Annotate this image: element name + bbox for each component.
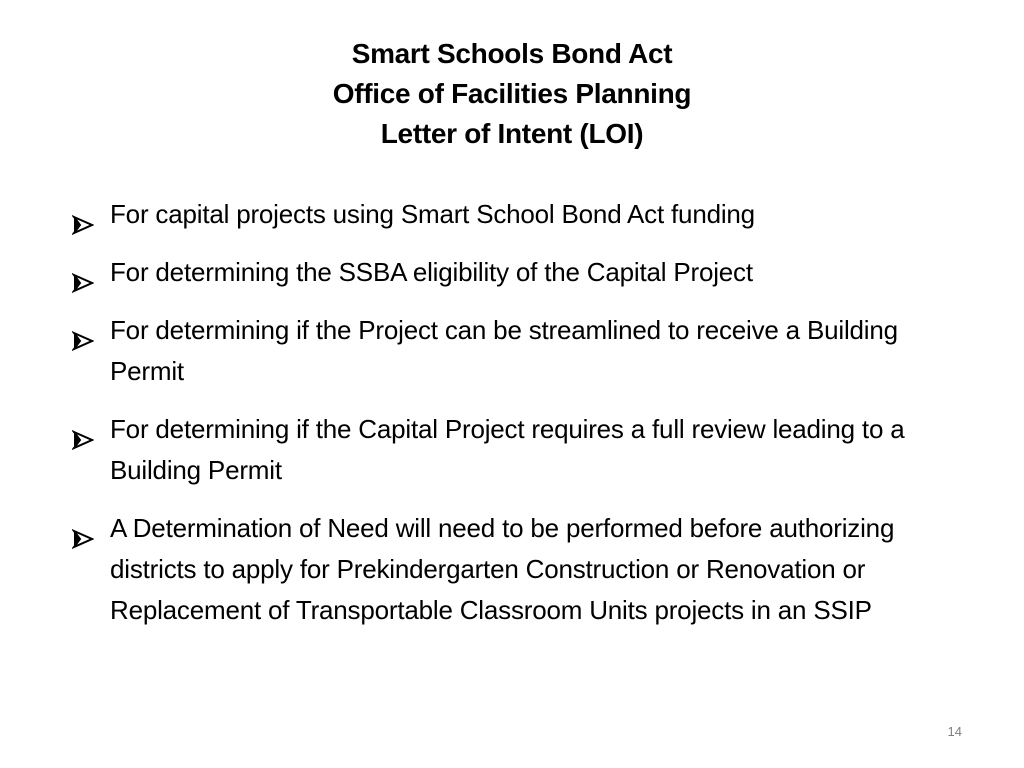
bullet-list — [72, 194, 972, 648]
bullet-item — [72, 252, 972, 293]
arrowhead-bullet-icon — [72, 264, 94, 284]
bullet-item — [72, 194, 972, 235]
bullet-item — [72, 310, 972, 392]
arrowhead-bullet-icon — [72, 421, 94, 441]
title-line: Office of Facilities Planning — [332, 78, 692, 109]
bullet-text: For determining the SSBA eligibility of the Capital Project — [110, 257, 753, 287]
bullet-item — [72, 409, 972, 491]
title-line: Smart Schools Bond Act — [351, 38, 673, 69]
page-number: 14 — [947, 724, 962, 739]
arrowhead-bullet-icon — [72, 520, 94, 540]
bullet-text: For capital projects using Smart School Bond Act funding — [110, 199, 755, 229]
bullet-text: For determining if the Project can be streamlined to receive a Building Permit — [110, 315, 898, 386]
arrowhead-bullet-icon — [72, 322, 94, 342]
bullet-text: A Determination of Need will need to be performed before authorizing districts to apply for Prekindergarten Construction or Renovation or Replacement of Transportable Classroom Units projects in an SSIP — [110, 513, 895, 625]
bullet-item — [72, 508, 972, 631]
slide-title — [0, 34, 1024, 154]
arrowhead-bullet-icon — [72, 206, 94, 226]
bullet-text: For determining if the Capital Project requires a full review leading to a Building Permit — [110, 414, 905, 485]
title-line: Letter of Intent (LOI) — [380, 118, 644, 149]
